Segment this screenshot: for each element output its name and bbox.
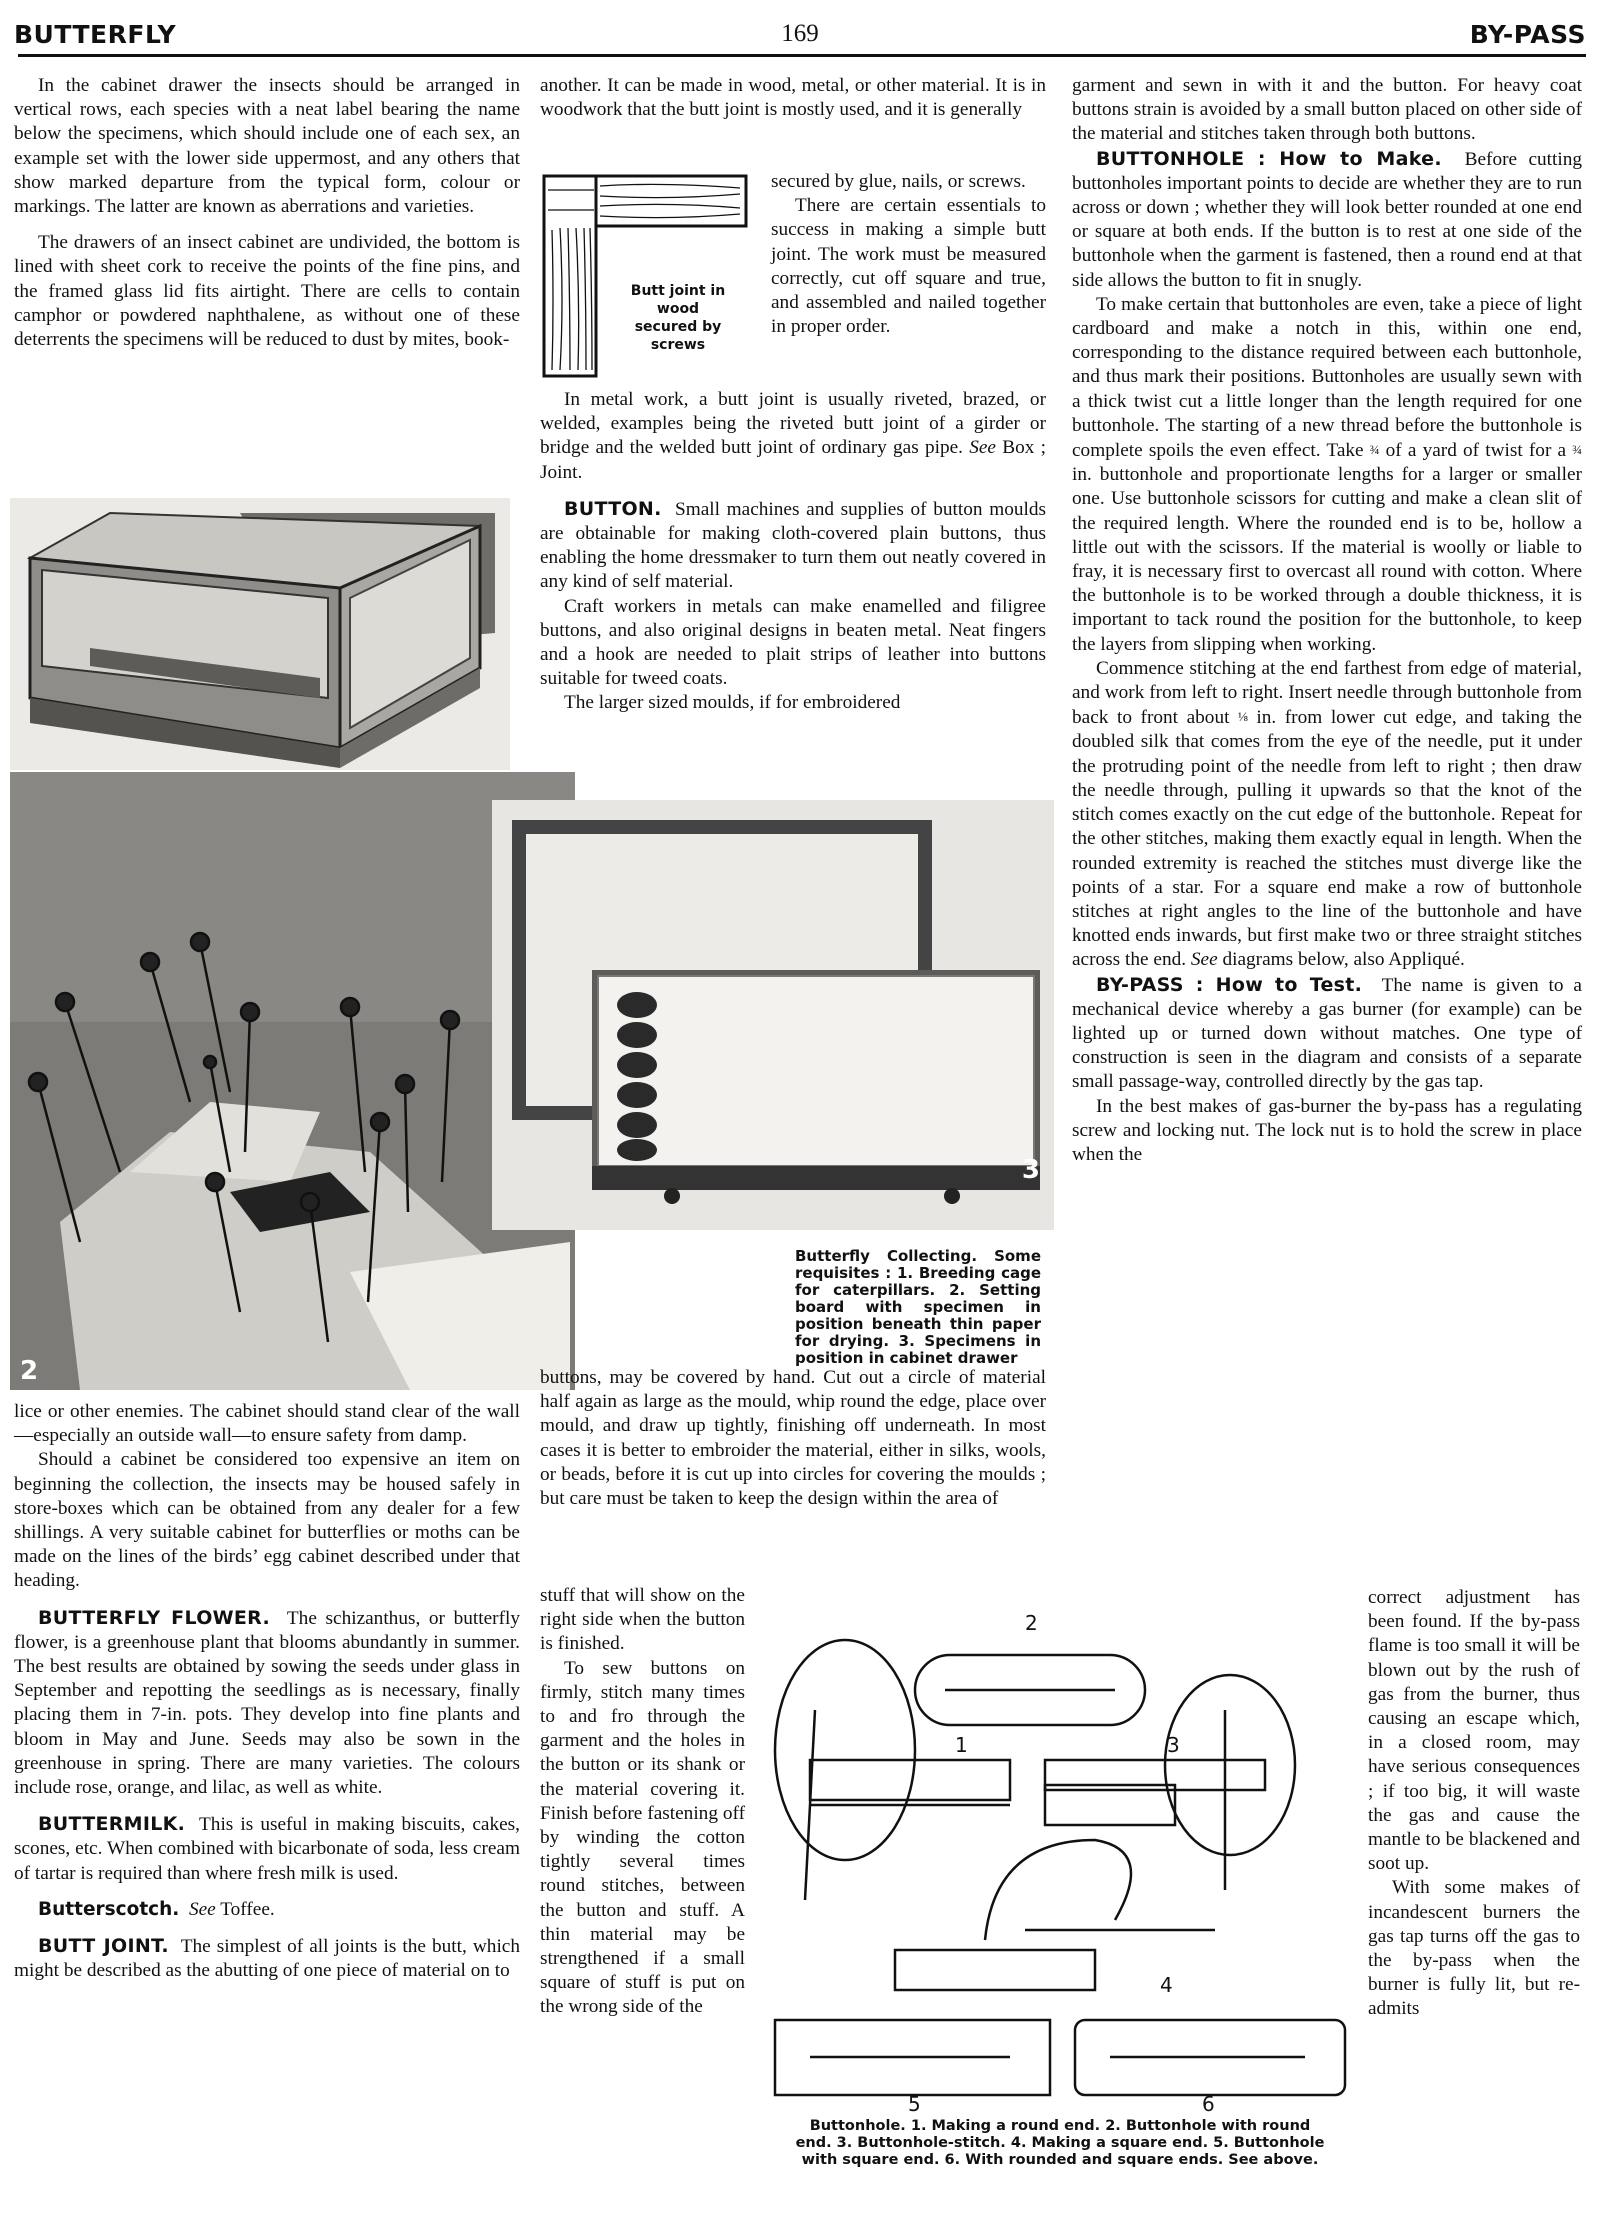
col1-bottom-text xyxy=(14,1400,520,1983)
header-rule xyxy=(18,54,1586,57)
breeding-cage-illustration xyxy=(10,498,510,770)
photo-number-2: 2 xyxy=(20,1356,39,1386)
col2-bottom-text xyxy=(540,1366,1046,1511)
col2-mid-text xyxy=(540,388,1046,716)
diagram-label-3: 3 xyxy=(1167,1733,1180,1757)
left-guide-word: BUTTERFLY xyxy=(14,20,177,49)
diagram-label-4: 4 xyxy=(1160,1973,1173,1997)
entry-body: This is useful in making biscuits, cakes, scones, etc. When combined with bicarbonate of soda, less cream of tartar is required than where fresh milk is used. xyxy=(14,1814,521,1884)
cross-reference-link[interactable]: diagrams below, also Appliqué. xyxy=(1222,949,1465,971)
paragraph: In the best makes of gas-burner the by-pass has a regulating screw and locking nut. The lock nut is to hold the screw in place when the xyxy=(1072,1095,1582,1165)
fraction: ⅛ xyxy=(1238,709,1248,725)
diagram-label-1: 1 xyxy=(955,1733,968,1757)
entry-heading: BUTTERFLY FLOWER. xyxy=(38,1606,270,1629)
col2-wrap-text xyxy=(771,170,1046,339)
diagram-label-5: 5 xyxy=(908,2092,921,2116)
entry-body: Before cutting buttonholes important points to decide are whether they are to run across or down ; whether they will look better rounded at one end or square at both ends. If the button is to rest at one side of the buttonhole when the garment is fastened, then a round end at that side allows the button to fit in snugly. xyxy=(1072,148,1582,291)
entry-heading: BUTTONHOLE : How to Make. xyxy=(1096,147,1442,170)
paragraph xyxy=(1072,293,1582,657)
see-label: See xyxy=(188,1898,216,1920)
entry-body: The name is given to a mechanical device whereby a gas burner (for example) can be lighted up or turned down without matches. One type of construction is seen in the diagram and consists of a separate small passage-way, controlled directly by the gas tap. xyxy=(1072,974,1582,1093)
paragraph: another. It can be made in wood, metal, or other material. It is in woodwork that the butt joint is mostly used, and it is generally xyxy=(540,75,1046,121)
buttonhole-caption: Buttonhole. 1. Making a round end. 2. Buttonhole with round end. 3. Buttonhole-stitch. 4. Making a square end. 5. Buttonhole with square end. 6. With rounded and square ends. See above. xyxy=(795,2118,1325,2168)
entry-heading: BUTTON. xyxy=(564,497,662,520)
col2-narrow-text xyxy=(540,1584,745,2020)
butt-joint-figure xyxy=(540,170,770,380)
diagram-label-6: 6 xyxy=(1202,2092,1215,2116)
col3-narrow-text xyxy=(1368,1586,1580,2022)
paragraph: With some makes of incandescent burners the gas tap turns off the gas to the by-pass when the burner is fully lit, but re-admits xyxy=(1368,1877,1580,2020)
paragraph: lice or other enemies. The cabinet should stand clear of the wall—especially an outside wall—to ensure safety from damp. xyxy=(14,1401,520,1447)
paragraph: correct adjustment has been found. If the by-pass flame is too small it will be blown out by the rush of gas from the burner, thus causing an escape which, in a closed room, may have serious consequences ; if too big, it will waste the gas and cause the mantle to be blackened and soot up. xyxy=(1368,1587,1580,1875)
entry-heading: BUTTERMILK. xyxy=(38,1813,186,1836)
cabinet-drawer-photo xyxy=(492,800,1054,1230)
paragraph: To sew buttons on firmly, stitch many times to and fro through the garment and the holes in the button or its shank or the material covering it. Finish before fastening off by winding the cotton tightly several times round stitches, between the button and stuff. A thin material may be strengthened if a small square of stuff is put on the wrong side of the xyxy=(540,1657,745,2018)
paragraph-text: of a yard of twist for a xyxy=(1385,440,1567,462)
cross-reference-link[interactable]: Box ; Joint. xyxy=(540,437,1046,483)
paragraph xyxy=(1072,657,1582,973)
entry-buttermilk xyxy=(14,1812,520,1886)
entry-buttonhole xyxy=(1072,147,1582,293)
paragraph-text: To make certain that buttonholes are even, take a piece of light cardboard and make a notch in this, within one end, corresponding to the distance required between each buttonhole, and thus mark their positions. Buttonholes are usually sewn with a thick twist cut a little longer than the length required for one buttonhole. The starting of a new thread before the buttonhole is complete spoils the even effect. Take xyxy=(1072,293,1582,462)
paragraph: buttons, may be covered by hand. Cut out a circle of material half again as large as the mould, whip round the edge, place over mould, and draw up tightly, finishing off underneath. In most cases it is better to embroider the material, either in silks, wools, or beads, before it is cut up into circles for covering the moulds ; but care must be taken to keep the design within the area of xyxy=(540,1367,1046,1510)
breeding-cage-photo xyxy=(10,498,510,770)
entry-body: The simplest of all joints is the butt, which might be described as the abutting of one piece of material on to xyxy=(14,1936,520,1982)
photo-number-3: 3 xyxy=(1021,1155,1040,1185)
paragraph: stuff that will show on the right side when the button is finished. xyxy=(540,1585,745,1655)
col1-top-text xyxy=(14,74,520,352)
paragraph-text: in. from lower cut edge, and taking the doubled silk that comes from the eye of the needle, put it under the protruding point of the needle from left to right ; then draw the needle through, pulling it upwards so that the knot of the stitch comes exactly on the cut edge of the buttonhole. Repeat for the other stitches, making them exactly equal in length. When the rounded extremity is reached the stitches must diverge like the points of a star. For a square end make a row of buttonhole stitches at right angles to the line of the buttonhole and have knotted ends inwards, but first make two or three straight stitches across the end. xyxy=(1072,707,1582,971)
see-label: See xyxy=(1190,949,1218,971)
paragraph: The larger sized moulds, if for embroidered xyxy=(564,692,901,714)
paragraph: Should a cabinet be considered too expensive an item on beginning the collection, the insects may be housed safely in store-boxes which can be obtained from any dealer for a few shillings. A very suitable cabinet for butterflies or moths can be made on the lines of the birds’ egg cabinet described under that heading. xyxy=(14,1449,520,1592)
entry-heading: BUTT JOINT. xyxy=(38,1935,169,1958)
col2-top-text xyxy=(540,74,1046,122)
entry-butt-joint xyxy=(14,1934,520,1983)
paragraph: secured by glue, nails, or screws. xyxy=(771,171,1026,192)
col3-text xyxy=(1072,74,1582,1167)
entry-body: The schizanthus, or butterfly flower, is a greenhouse plant that blooms abundantly in summer. The best results are obtained by sowing the seeds under glass in September and repotting the seedlings as is necessary, finally placing them in 7-in. pots. They develop into fine plants and bloom in May and June. Seeds may also be sown in the greenhouse in spring. There are many varieties. The colours include rose, orange, and lilac, as well as white. xyxy=(14,1607,520,1799)
paragraph-text: in. buttonhole and proportionate lengths for a larger or smaller one. Use buttonhole scissors for cutting and make a clean slit of the required length. Where the rounded end is to be, hollow a little out with the scissors. If the material is woolly or liable to fray, it is necessary first to overcast all round with cotton. Where the buttonhole is to be worked through a double thickness, it is important to tack round the position for the buttonhole, to keep the layers from slipping when working. xyxy=(1072,464,1582,655)
paragraph xyxy=(540,388,1046,485)
paragraph: garment and sewn in with it and the button. For heavy coat buttons strain is avoided by a small button placed on other side of the material and stitches taken through both buttons. xyxy=(1072,75,1582,145)
paragraph-text: In metal work, a butt joint is usually riveted, brazed, or welded, examples being the riveted butt joint of a girder or bridge and the welded butt joint of ordinary gas pipe. xyxy=(540,389,1046,459)
buttonhole-stitches-illustration xyxy=(765,1600,1350,2100)
entry-body: Small machines and supplies of button moulds are obtainable for making cloth-covered plain buttons, thus enabling the home dressmaker to turn them out neatly covered in any kind of self material. xyxy=(540,498,1047,593)
running-header xyxy=(14,12,1586,52)
diagram-label-2: 2 xyxy=(1025,1611,1038,1635)
paragraph-text: Commence stitching at the end farthest from edge of material, and work from left to right. Insert needle through buttonhole from back to front about xyxy=(1072,657,1582,729)
entry-button xyxy=(540,497,1046,595)
paragraph: In the cabinet drawer the insects should be arranged in vertical rows, each species with a neat label bearing the name below the specimens, which should include one of each sex, an example set with the lower side uppermost, and any others that show marked departure from the typical form, colour or markings. The latter are known as aberrations and varieties. xyxy=(14,75,520,218)
butterfly-collecting-caption: Butterfly Collecting. Some requisites : 1. Breeding cage for caterpillars. 2. Setting board with specimen in position beneath thin paper for drying. 3. Specimens in position in cabinet drawer xyxy=(795,1247,1041,1367)
page-number: 169 xyxy=(781,20,819,47)
paragraph: There are certain essentials to success in making a simple butt joint. The work must be measured correctly, cut off square and true, and assembled and nailed together in proper order. xyxy=(771,195,1046,338)
entry-heading: Butterscotch. xyxy=(38,1898,180,1920)
setting-board-illustration xyxy=(10,772,575,1390)
fraction: ¾ xyxy=(1572,442,1582,458)
entry-heading: BY-PASS : How to Test. xyxy=(1096,973,1363,996)
buttonhole-diagram xyxy=(765,1600,1350,2100)
fraction: ¾ xyxy=(1369,442,1380,458)
paragraph: The drawers of an insect cabinet are undivided, the bottom is lined with sheet cork to receive the points of the fine pins, and the framed glass lid fits airtight. There are cells to contain camphor or powdered naphthalene, as without one of these deterrents the specimens will be reduced to dust by mites, book- xyxy=(14,232,520,351)
paragraph: Craft workers in metals can make enamelled and filigree buttons, and also original designs in beaten metal. Neat fingers and a hook are needed to plait strips of leather into buttons suitable for tweed coats. xyxy=(540,595,1046,690)
entry-bypass xyxy=(1072,973,1582,1095)
right-guide-word: BY-PASS xyxy=(1469,20,1586,49)
butt-joint-caption: Butt joint in wood secured by screws xyxy=(630,283,726,353)
entry-butterscotch xyxy=(14,1898,520,1922)
entry-butterfly-flower xyxy=(14,1606,520,1801)
cabinet-drawer-illustration xyxy=(492,800,1054,1230)
see-label: See xyxy=(969,437,996,459)
cross-reference-link[interactable]: Toffee. xyxy=(220,1898,275,1920)
setting-board-photo xyxy=(10,772,575,1390)
